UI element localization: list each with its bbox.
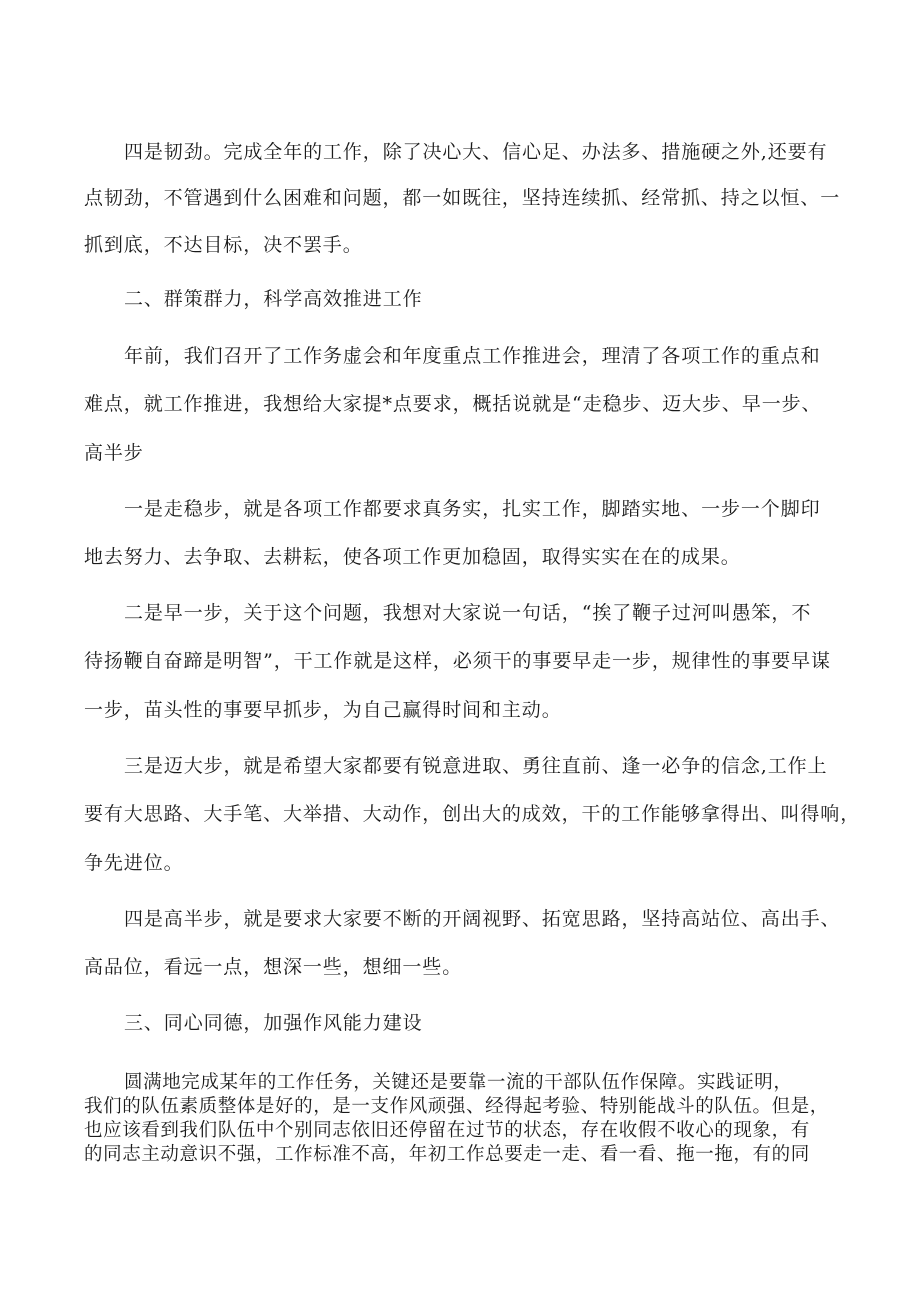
paragraph-line: 难点，就工作推进，我想给大家提*点要求，概括说就是“走稳步、迈大步、早一步、 bbox=[84, 393, 822, 415]
document-page bbox=[84, 0, 861, 1301]
paragraph-line: 年前，我们召开了工作务虚会和年度重点工作推进会，理清了各项工作的重点和 bbox=[124, 345, 821, 367]
paragraph-line: 抓到底，不达目标，决不罢手。 bbox=[84, 234, 363, 256]
paragraph-line: 一是走稳步，就是各项工作都要求真务实，扎实工作，脚踏实地、一步一个脚印 bbox=[124, 498, 821, 520]
paragraph-line: 待扬鞭自奋蹄是明智”，干工作就是这样，必须干的事要早走一步，规律性的事要早谋 bbox=[84, 650, 831, 672]
section-heading: 三、同心同德，加强作风能力建设 bbox=[124, 1012, 423, 1034]
paragraph-line: 的同志主动意识不强，工作标准不高，年初工作总要走一走、看一看、拖一拖，有的同 bbox=[84, 1144, 810, 1165]
paragraph-line: 四是韧劲。完成全年的工作，除了决心大、信心足、办法多、措施硬之外,还要有 bbox=[124, 141, 828, 163]
paragraph-line: 也应该看到我们队伍中个别同志依旧还停留在过节的状态，存在收假不收心的现象，有 bbox=[84, 1120, 810, 1141]
paragraph-line: 三是迈大步，就是希望大家都要有锐意进取、勇往直前、逢一必争的信念,工作上 bbox=[124, 755, 828, 777]
paragraph-line: 一步，苗头性的事要早抓步，为自己赢得时间和主动。 bbox=[84, 699, 562, 721]
paragraph-line: 要有大思路、大手笔、大举措、大动作，创出大的成效，干的工作能够拿得出、叫得响， bbox=[84, 803, 861, 825]
paragraph-line: 高半步 bbox=[84, 442, 144, 464]
paragraph-line: 我们的队伍素质整体是好的，是一支作风顽强、经得起考验、特别能战斗的队伍。但是， bbox=[84, 1096, 829, 1117]
paragraph-line: 四是高半步，就是要求大家要不断的开阔视野、拓宽思路，坚持高站位、高出手、 bbox=[124, 908, 841, 930]
paragraph-line: 地去努力、去争取、去耕耘，使各项工作更加稳固，取得实实在在的成果。 bbox=[84, 546, 741, 568]
paragraph-line: 圆满地完成某年的工作任务，关键还是要靠一流的干部队伍作保障。实践证明， bbox=[124, 1072, 793, 1093]
paragraph-line: 二是早一步，关于这个问题，我想对大家说一句话，“挨了鞭子过河叫愚笨，不 bbox=[124, 602, 812, 624]
paragraph-line: 高品位，看远一点，想深一些，想细一些。 bbox=[84, 956, 463, 978]
paragraph-line: 点韧劲，不管遇到什么困难和问题，都一如既往，坚持连续抓、经常抓、持之以恒、一 bbox=[84, 187, 841, 209]
paragraph-line: 争先进位。 bbox=[84, 852, 184, 874]
section-heading: 二、群策群力，科学高效推进工作 bbox=[124, 288, 423, 310]
